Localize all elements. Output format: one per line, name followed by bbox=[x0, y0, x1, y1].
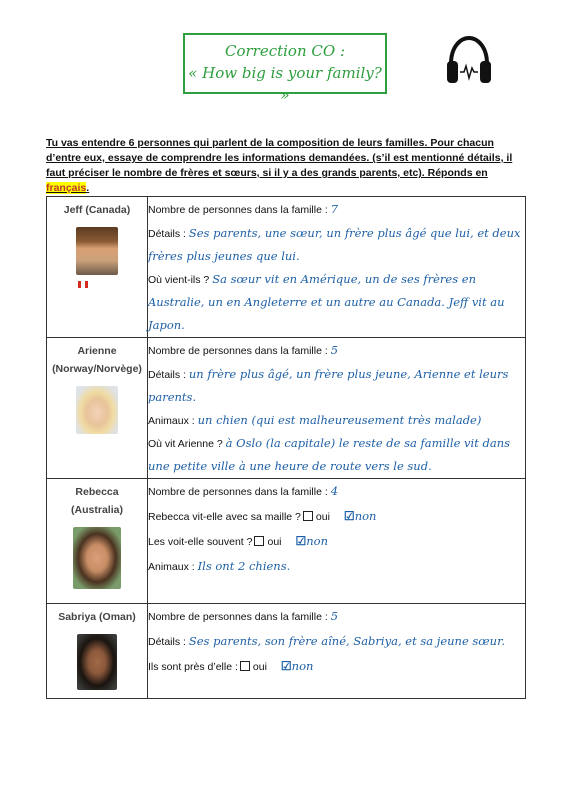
jeff-photo bbox=[76, 227, 118, 275]
title-box bbox=[183, 33, 387, 104]
answer-count: 4 bbox=[330, 484, 339, 498]
answer-animals: Ils ont 2 chiens. bbox=[197, 559, 291, 573]
question-often: Les voit-elle souvent ? bbox=[148, 536, 253, 548]
person-name: Rebecca bbox=[75, 486, 119, 498]
answer-count: 5 bbox=[330, 609, 339, 623]
person-name: Jeff (Canada) bbox=[63, 204, 131, 216]
answer-count: 7 bbox=[330, 202, 339, 216]
answer-cell bbox=[148, 604, 526, 699]
answers-table bbox=[46, 196, 526, 699]
instructions-text: Tu vas entendre 6 personnes qui parlent de la composition de leurs familles. Pour chacun d’entre eux, essaye de comprendre les informations demandées. (s’il est mentionné détails, il faut préciser le nombre de frères et sœurs, si il y a des grands parents, etc). Réponds en bbox=[46, 137, 513, 179]
oui-checkbox[interactable] bbox=[303, 511, 313, 521]
question-details: Détails : bbox=[148, 228, 186, 240]
answer-details: Ses parents, son frère aîné, Sabriya, et sa jeune sœur. bbox=[188, 634, 505, 648]
canada-flag-icon bbox=[78, 281, 88, 288]
answer-details: Ses parents, une sœur, un frère plus âgé que lui, et deux frères plus jeunes que lui. bbox=[148, 226, 521, 263]
arienne-photo bbox=[76, 386, 118, 434]
question-animals: Animaux : bbox=[148, 415, 195, 427]
instructions-highlight: français bbox=[46, 182, 87, 194]
answer-count: 5 bbox=[330, 343, 339, 357]
question-count: Nombre de personnes dans la famille : bbox=[148, 486, 328, 498]
checked-checkbox-icon[interactable]: ☑ bbox=[280, 659, 292, 673]
answer-cell bbox=[148, 338, 526, 479]
question-mother: Rebecca vit-elle avec sa maille ? bbox=[148, 511, 301, 523]
person-cell bbox=[47, 604, 148, 699]
person-country: (Australia) bbox=[71, 504, 123, 516]
oui-label: oui bbox=[252, 661, 267, 673]
checked-checkbox-icon[interactable]: ☑ bbox=[343, 509, 355, 523]
question-details: Détails : bbox=[148, 636, 186, 648]
person-cell bbox=[47, 479, 148, 604]
headphones-icon bbox=[445, 34, 493, 86]
question-animals: Animaux : bbox=[148, 561, 195, 573]
person-name: Arienne bbox=[77, 345, 117, 357]
person-country: (Norway/Norvège) bbox=[52, 363, 142, 375]
sabriya-photo bbox=[77, 634, 117, 690]
oui-checkbox[interactable] bbox=[254, 536, 264, 546]
oui-label: oui bbox=[267, 536, 282, 548]
rebecca-photo bbox=[73, 527, 121, 589]
answer-origin: Sa sœur vit en Amérique, un de ses frères en Australie, un en Angleterre et un autre au Canada. Jeff vit au Japon. bbox=[148, 272, 505, 332]
answer-cell bbox=[148, 479, 526, 604]
person-name: Sabriya (Oman) bbox=[58, 611, 136, 623]
checked-checkbox-icon[interactable]: ☑ bbox=[295, 534, 307, 548]
non-label: non bbox=[306, 534, 329, 548]
question-details: Détails : bbox=[148, 369, 186, 381]
non-label: non bbox=[291, 659, 314, 673]
row-jeff bbox=[47, 197, 526, 338]
question-count: Nombre de personnes dans la famille : bbox=[148, 611, 328, 623]
question-count: Nombre de personnes dans la famille : bbox=[148, 345, 328, 357]
question-origin: Où vient-ils ? bbox=[148, 274, 210, 286]
answer-cell bbox=[148, 197, 526, 338]
person-cell bbox=[47, 338, 148, 479]
row-arienne bbox=[47, 338, 526, 479]
non-label: non bbox=[354, 509, 377, 523]
oui-checkbox[interactable] bbox=[240, 661, 250, 671]
row-rebecca bbox=[47, 479, 526, 604]
answer-animals: un chien (qui est malheureusement très malade) bbox=[197, 413, 482, 427]
title-line-1: Correction CO : bbox=[224, 42, 345, 60]
oui-label: oui bbox=[315, 511, 330, 523]
title-line-2: « How big is your family? » bbox=[188, 64, 382, 104]
instructions-end: . bbox=[86, 182, 90, 194]
person-cell bbox=[47, 197, 148, 338]
row-sabriya bbox=[47, 604, 526, 699]
answer-lives: à Oslo (la capitale) le reste de sa famille vit dans une petite ville à une heure de route vers le sud. bbox=[148, 436, 511, 473]
answer-details: un frère plus âgé, un frère plus jeune, Arienne et leurs parents. bbox=[148, 367, 509, 404]
question-count: Nombre de personnes dans la famille : bbox=[148, 204, 328, 216]
instructions bbox=[46, 136, 524, 196]
question-near: Ils sont près d’elle : bbox=[148, 661, 238, 673]
question-lives: Où vit Arienne ? bbox=[148, 438, 223, 450]
